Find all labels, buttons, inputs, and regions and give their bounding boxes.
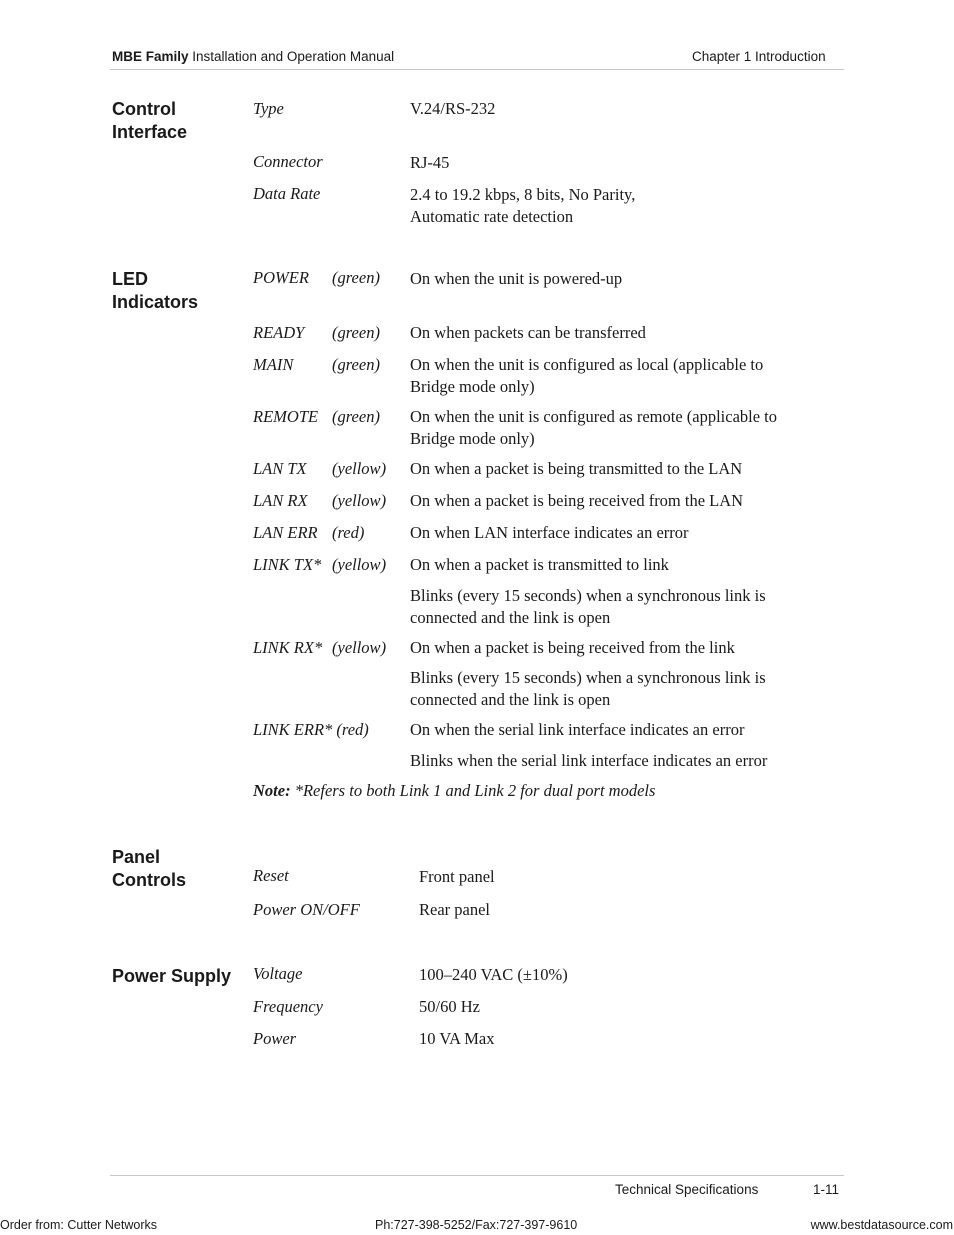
led-name: LINK ERR* (red) (253, 720, 369, 739)
led-description: On when a packet is being transmitted to the LAN (410, 459, 743, 478)
section-heading-power-supply: Power Supply (112, 966, 232, 986)
led-name: POWER (253, 268, 309, 287)
led-description: On when a packet is being received from the LAN (410, 491, 744, 510)
footnote: Note: *Refers to both Link 1 and Link 2 for dual port models (253, 781, 656, 800)
spec-label: Frequency (253, 997, 323, 1016)
spec-value: 10 VA Max (419, 1029, 495, 1048)
order-info: Order from: Cutter Networks (0, 1218, 157, 1232)
section-heading-led-indicators: LED Indicators (112, 269, 199, 312)
led-name: LINK TX* (253, 555, 322, 574)
led-name: LINK RX* (253, 638, 323, 657)
page-number: 1-11 (813, 1182, 840, 1197)
led-color: (red) (332, 523, 365, 542)
led-color: (green) (332, 268, 380, 287)
led-color: (yellow) (332, 638, 387, 657)
spec-value: Rear panel (419, 900, 491, 919)
led-description: On when the unit is configured as remote (applicable to Bridge mode only) (410, 407, 778, 448)
led-color: (yellow) (332, 555, 387, 574)
led-name: MAIN (253, 355, 294, 374)
website-link[interactable]: www.bestdatasource.com (810, 1218, 953, 1232)
spec-value: RJ-45 (410, 153, 450, 172)
led-description-extra: Blinks (every 15 seconds) when a synchronous link is connected and the link is open (410, 668, 766, 709)
led-name: READY (253, 323, 305, 342)
spec-value: 50/60 Hz (419, 997, 480, 1016)
spec-label: Voltage (253, 964, 303, 983)
spec-label: Power (253, 1029, 297, 1048)
footer-section-title: Technical Specifications (615, 1182, 759, 1197)
section-heading-control-interface: Control Interface (112, 99, 188, 142)
spec-label: Power ON/OFF (253, 900, 360, 919)
led-description-extra: Blinks (every 15 seconds) when a synchronous link is connected and the link is open (410, 586, 766, 627)
led-name: REMOTE (253, 407, 319, 426)
manual-title: MBE Family Installation and Operation Manual (112, 49, 395, 64)
led-description: On when the unit is configured as local (applicable to Bridge mode only) (410, 355, 764, 396)
spec-value: 100–240 VAC (±10%) (419, 965, 568, 984)
led-description: On when a packet is being received from the link (410, 638, 735, 657)
led-description: On when a packet is transmitted to link (410, 555, 669, 574)
phone-fax: Ph:727-398-5252/Fax:727-397-9610 (375, 1218, 578, 1232)
led-color: (red) (336, 720, 369, 739)
spec-label: Connector (253, 152, 323, 171)
spec-value: 2.4 to 19.2 kbps, 8 bits, No Parity, Automatic rate detection (410, 185, 636, 226)
led-description: On when the serial link interface indicates an error (410, 720, 745, 739)
spec-label: Reset (253, 866, 289, 885)
led-name: LAN TX (253, 459, 307, 478)
spec-label: Type (253, 99, 284, 118)
note-label: Note: (253, 781, 291, 800)
led-description: On when LAN interface indicates an error (410, 523, 689, 542)
led-name: LAN RX (253, 491, 308, 510)
section-heading-panel-controls: Panel Controls (112, 847, 186, 890)
led-name: LAN ERR (253, 523, 318, 542)
footer-rule (110, 1175, 844, 1176)
chapter-title: Chapter 1 Introduction (692, 49, 826, 64)
led-description: On when the unit is powered-up (410, 269, 623, 288)
led-color: (green) (332, 407, 380, 426)
led-description: On when packets can be transferred (410, 323, 646, 342)
led-description-extra: Blinks when the serial link interface indicates an error (410, 751, 768, 770)
spec-label: Data Rate (253, 184, 321, 203)
led-color: (green) (332, 323, 380, 342)
led-color: (yellow) (332, 459, 387, 478)
led-color: (yellow) (332, 491, 387, 510)
header-rule (110, 69, 844, 70)
spec-value: Front panel (419, 867, 495, 886)
led-color: (green) (332, 355, 380, 374)
spec-value: V.24/RS-232 (410, 99, 496, 118)
